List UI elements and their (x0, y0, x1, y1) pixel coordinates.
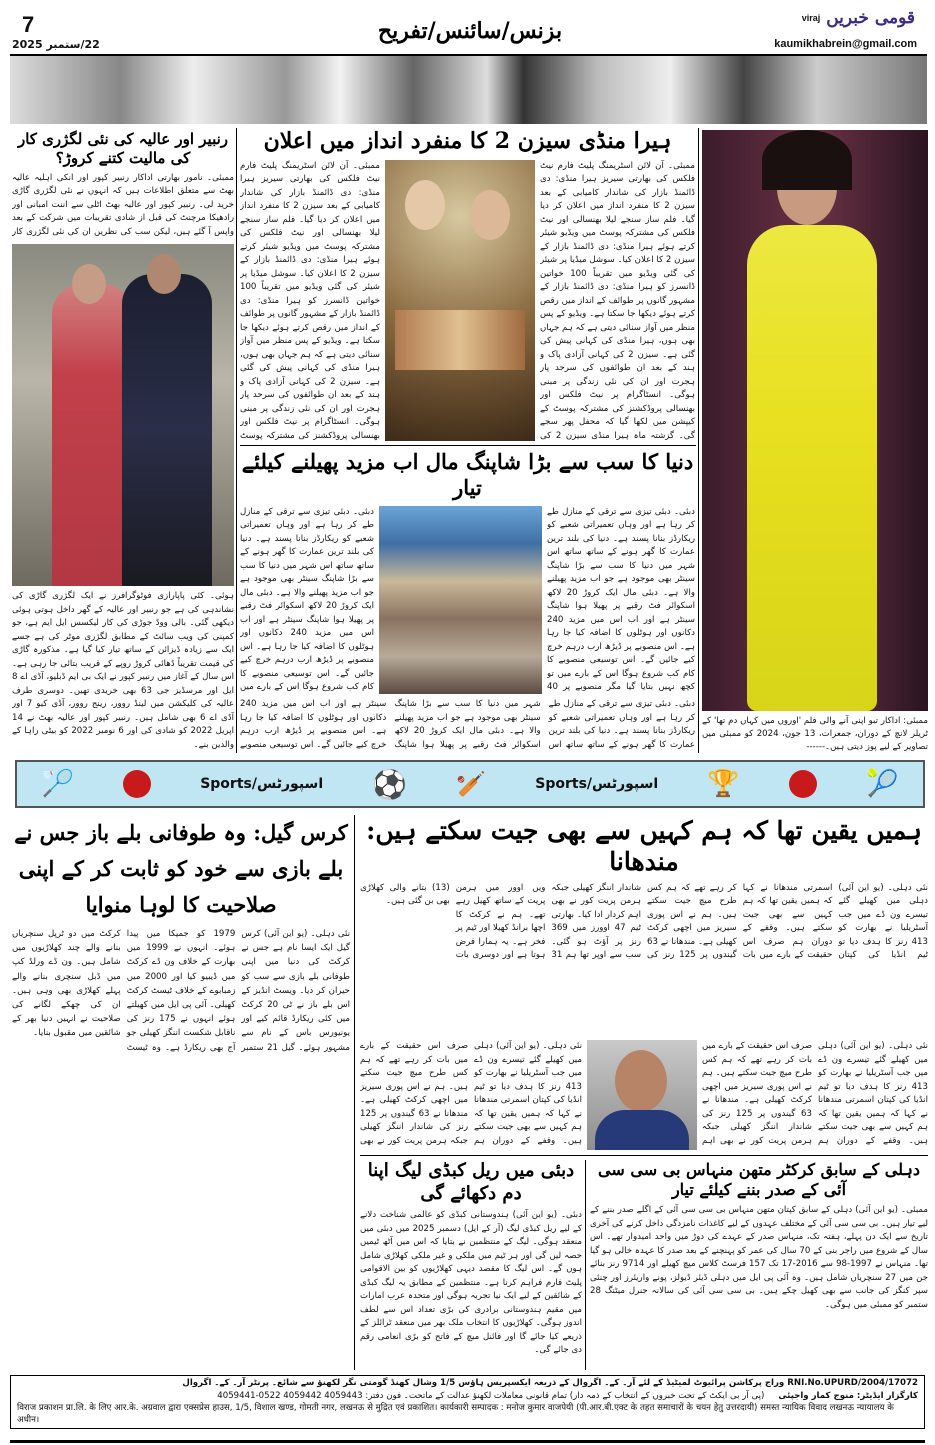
article-kabaddi: دبئی۔ (یو این آئی) ہندوستانی کبڈی کو عالمی شناخت دلانے کے لیے ریل کبڈی لیگ (آر کے ایل) دسمبر 2025 میں دبئی میں منعقد ہوگی۔ لیگ کے منتظمین نے بتایا کہ اس میں آٹھ ٹیمیں حصہ لیں گی اور ہر ٹیم میں ملکی و غیر ملکی کھلاڑی شامل ہوں گے۔ اس لیگ کا مقصد دیہی کھلاڑیوں کو بین الاقوامی پلیٹ فارم فراہم کرنا ہے۔ منتظمین کے مطابق یہ لیگ کبڈی کے شائقین کے لیے ایک نیا تجربہ ہوگی اور متحدہ عرب امارات میں مقیم ہندوستانی برادری کی بڑی تعداد اس سے لطف اندوز ہوگی۔ کھلاڑیوں کا انتخاب ملک بھر میں منعقد ٹرائلز کے ذریعے کیا جائے گا اور فائنل میچ کے فاتح کو بڑی انعامی رقم دی جائے گی۔ (360, 1210, 582, 1355)
article-mandhana-block (360, 815, 928, 1150)
logo-mark-viraj: viraj (801, 13, 821, 23)
article-manhas: ممبئی۔ (یو این آئی) دہلی کے سابق کپتان متھن منہاس بی سی سی آئی کے اگلے صدر بننے کے لیے تیار ہیں۔ بی سی سی آئی کے مختلف عہدوں کے لیے کاغذات نامزدگی داخل کرنے کی آخری تاریخ سے ایک دن پہلے، ہفتہ تک، منہاس صدر کے عہدے کی دوڑ میں واحد امیدوار تھے۔ اس سال کے شروع میں راجر بنی کے 70 سال کی عمر کو پہنچنے کے بعد صدر کا عہدہ خالی ہو گیا تھا۔ منہاس نے 1997-98 سے 2016-17 تک 157 فرسٹ کلاس میچ کھیلے اور 9714 رنز بنائے جن میں 27 سنچریاں شامل ہیں۔ وہ آئی پی ایل میں دہلی ڈیئر ڈیولز، پونے واریئرز اور چنئی سپر کنگز کی جانب سے بھی کھیل چکے ہیں۔ بی سی سی آئی کی سالانہ جنرل میٹنگ 28 ستمبر کو ممبئی میں ہوگی۔ (590, 1205, 928, 1310)
sports-banner (15, 760, 925, 808)
article-kabaddi-block (360, 1160, 582, 1370)
imprint-line-1: RNI.No.UPURD/2004/17072 وراج پرکاشن پرائیوٹ لمیٹیڈ کے لئے آر۔ کے۔ اگروال کے ذریعہ ایکسپریس ہاؤس 1/5 وشال کھنڈ گومتی نگر لکھنؤ سے شائع۔ پرنٹر آر۔ کے۔ اگروال (182, 1378, 918, 1388)
article-mandhana: نئی دہلی۔ (یو این آئی) دہلی میں کھیلے گئے تیسرے ون ڈے میں جب آسٹریلیا نے بھارت کو 413 رنز کا ہدف دیا تو ٹیم انڈیا کی کپتان اسمرتی مندھانا نے کہا کہ ہمیں یقین تھا کہ ہم کہیں سے بھی جیت سکتے ہیں۔ وقفے کے دوران ہم صرف اس حقیقت کے بارے میں بات کر رہے تھے کہ ہم کس طرح میچ جیت سکتے ہیں۔ ہم نے اس پوری سیریز میں اچھی کرکٹ کھیلی ہے۔ مندھانا نے 63 گیندوں پر 125 رنز کی شاندار اننگز کھیلی جبکہ ہرمن پریت کور نے بھی اہم کردار ادا کیا۔ بھارتی ٹیم 47 اوورز میں 369 رنز پر آؤٹ ہو گئی۔ سب سے اوپر تھا ہم 31 ویں اوور میں ہرمن پریت کے ساتھ کھیل رہے تھے۔ ہم نے کرکٹ کا اچھا برانڈ کھیلا اور ٹیم پر فخر ہے۔ یہ ہمارا فرض ہوتا ہے اور دوسری بات (13) بتانے والی کھلاڑی بھی بن گئی ہیں۔ (360, 882, 928, 960)
imprint-note: (پی آر بی ایکٹ کے تحت خبروں کے انتخاب کے ذمہ دار) تمام قانونی معاملات لکھنؤ عدالت کے ماتحت۔ فون دفتر: 4059443 4059442 0522-4059441 (217, 1390, 765, 1401)
article-chris-gayle: نئی دہلی۔ (یو این آئی) کرس گیل ایک ایسا نام ہے جس نے کرکٹ کی دنیا میں اپنی طوفانی بلے بازی سے سب کو حیران کر دیا۔ ویسٹ انڈیز کے اس بلے باز نے ٹی 20 کرکٹ میں کئی ریکارڈ قائم کیے اور یونیورس باس کے نام سے مشہور ہوئے۔ گیل 21 ستمبر 1979 کو جمیکا میں پیدا ہوئے۔ انہوں نے 1999 میں بھارت کے خلاف ون ڈے کرکٹ میں ڈیبیو کیا اور 2000 میں زمبابوے کے خلاف ٹیسٹ کرکٹ کھیلی۔ آئی پی ایل میں کھیلتے ہوئے انہوں نے 175 رنز کی ناقابل شکست اننگز کھیلی جو آج بھی ریکارڈ ہے۔ وہ ٹیسٹ کرکٹ میں دو ٹرپل سنچریاں بنانے والے چند کھلاڑیوں میں شامل ہیں۔ ون ڈے ورلڈ کپ میں ڈبل سنچری بنانے والے پہلے کھلاڑی بھی وہی ہیں۔ ان کی چھکے لگانے کی صلاحیت نے انہیں دنیا بھر کے شائقین میں مقبول بنایا۔ (12, 929, 350, 1053)
batsman-icon: 🏏 (456, 770, 487, 798)
imprint-line-hindi: विराज प्रकाशन प्रा.लि. के लिए आर.के. अग्रवाल द्वारा एक्सप्रेस हाउस, 1/5, विशाल खण्ड, गोमती नगर, लखनऊ से मुद्रित एवं प्रकाशित। कार्यकारी सम्पादक : मनोज कुमार वाजपेयी (पी.आर.बी.एक्ट के तहत समाचारों के चयन हेतु उत्तरदायी) समस्त न्यायिक विवाद लखनऊ न्यायालय के अधीन। (17, 1403, 894, 1425)
article-chris-gayle-block (12, 815, 350, 1370)
column-divider (585, 1160, 586, 1370)
article-mandhana-cont-right: نئی دہلی۔ (یو این آئی) دہلی میں کھیلے گئے تیسرے ون ڈے میں جب آسٹریلیا نے بھارت کو 413 رنز کا ہدف دیا تو ٹیم انڈیا کی کپتان اسمرتی مندھانا نے کہا کہ ہمیں یقین تھا کہ ہم کہیں سے بھی جیت سکتے ہیں۔ وقفے کے دوران ہم صرف اس حقیقت کے بارے میں بات کر رہے تھے کہ ہم کس طرح میچ جیت سکتے ہیں۔ ہم نے اس پوری سیریز میں اچھی کرکٹ کھیلی ہے۔ مندھانا نے 63 گیندوں پر 125 رنز کی شاندار اننگز کھیلی جبکہ ہرمن پریت کور نے بھی اہم (702, 1041, 928, 1146)
article-dubai-mall (240, 449, 695, 752)
cricket-ball-icon (789, 770, 817, 798)
article-mall-bottom: دبئی۔ دبئی تیزی سے ترقی کے منازل طے کر رہا ہے اور وہاں تعمیراتی شعبے کو ریکارڈز بنانا پسند ہے۔ دنیا کی بلند ترین عمارت کا گھر ہونے کے ساتھ ساتھ اس شہر میں دنیا کا سب سے بڑا شاپنگ سینٹر بھی موجود ہے جو اب مزید پھیلنے والا ہے۔ دبئی مال ایک کروڑ 20 لاکھ اسکوائر فٹ رقبے پر پھیلا ہوا شاپنگ سینٹر ہے اور اب اس میں مزید 240 دکانوں اور ہوٹلوں کا اضافہ کیا جا رہا ہے۔ اس منصوبے پر ڈیڑھ ارب درہم خرچ کیے جائیں گے۔ اس توسیعی منصوبے (240, 699, 695, 750)
page-number: 7 (22, 12, 35, 37)
photo-heeramandi-poster (385, 160, 535, 442)
divider (360, 1155, 928, 1156)
tennis-rackets-icon: 🎾 (865, 769, 899, 799)
section-title: بزنس/سائنس/تفریح (377, 18, 563, 44)
column-divider (698, 128, 699, 753)
football-icon: ⚽ (372, 767, 408, 801)
email: kaumikhabrein@gmail.com (774, 38, 917, 50)
article-heeramandi (240, 128, 695, 441)
article-mall-right: دبئی۔ دبئی تیزی سے ترقی کے منازل طے کر رہا ہے اور وہاں تعمیراتی شعبے کو ریکارڈز بنانا پسند ہے۔ دنیا کی بلند ترین عمارت کا گھر ہونے کے ساتھ ساتھ اس شہر میں دنیا کا سب سے بڑا شاپنگ سینٹر بھی موجود ہے جو اب مزید پھیلنے والا ہے۔ دبئی مال ایک کروڑ 20 لاکھ اسکوائر فٹ رقبے پر پھیلا ہوا شاپنگ سینٹر ہے اور اب اس میں مزید 240 دکانوں اور ہوٹلوں کا اضافہ کیا جا رہا ہے۔ اس منصوبے پر ڈیڑھ ارب درہم خرچ کیے جائیں گے۔ اس توسیعی منصوبے کا کام کب شروع ہوگا اس کے بارے میں تو کچھ نہیں بتایا گیا مگر منصوبے پر 40 (547, 506, 695, 692)
headline-kabaddi: دبئی میں ریل کبڈی لیگ اپنا دم دکھائے گی (367, 1160, 575, 1204)
column-divider (236, 128, 237, 753)
column-divider (354, 815, 355, 1370)
photo-actress-tabu (702, 130, 928, 711)
article-ranbir-top: ممبئی۔ نامور بھارتی اداکار رنبیر کپور اور انکی اہلیہ عالیہ بھٹ سے متعلق اطلاعات ہیں کہ انہوں نے نئی لگژری گاڑی خرید لی۔ رنبیر کپور اور عالیہ بھٹ اٹلی سے اننت امبانی اور رادھیکا مرچنٹ کی قبل از شادی تقریبات میں شرکت کے بعد واپس آ گئے ہیں، لیکن سب کی نظریں ان کی نئی لگژری کار (12, 172, 234, 237)
article-manhas-block (590, 1160, 928, 1370)
shuttlecock-icon: 🏸 (41, 769, 74, 799)
trophy-icon: 🏆 (707, 769, 740, 799)
photo-dubai-mall (379, 506, 542, 695)
article-heeramandi-left: ممبئی۔ آن لائن اسٹریمنگ پلیٹ فارم نیٹ فلکس کی بھارتی سیریز ہیرا منڈی: دی ڈائمنڈ بازار کی شاندار کامیابی کے بعد سیزن 2 کا منفرد انداز میں اعلان کر دیا گیا۔ فلم ساز سنجے لیلا بھنسالی اور نیٹ فلکس کی مشترکہ پوسٹ میں ویڈیو شیئر کرتے ہوئے ہیرا منڈی: دی ڈائمنڈ بازار کے سیزن 2 کا اعلان کیا۔ سوشل میڈیا پر شیئر کی گئی ویڈیو میں تقریباً 100 خواتین ڈانسرز کو ہیرا منڈی: دی ڈائمنڈ بازار کے مشہور گانوں پر طوائف کے انداز میں رقص کرتے ہوئے دیکھا جا سکتا ہے۔ ویڈیو کے پس منظر میں آواز سنائی دیتی ہے کہ ہم جہاں بھی ہوں، ہیرا منڈی کی کہانی پیش کی گئی ہے۔ سیزن 2 کی کہانی آزادی پاک و ہند کے بعد ان طوائفوں کی سرحد پار ہجرت اور ان کی نئی زندگی پر مبنی ہوگی۔ انسٹاگرام پر نیٹ فلکس اور بھنسالی پروڈکشنز کی مشترکہ پوسٹ (240, 160, 380, 441)
masthead-logo (802, 8, 915, 28)
caption-tabu: ممبئی: اداکار تبو اپنی آنے والی فلم 'اوروں میں کہاں دم تھا' کے ٹریلر لانچ کے دوران، جمعرات، 13 جون، 2024 کو ممبئی میں تصاویر کے لیے پوز دیتی ہیں۔------ (702, 716, 928, 752)
issue-date: 22/ستمبر 2025 (12, 38, 100, 51)
acting-editor: کارگزار ایڈیٹر: منوج کمار واجپئی (778, 1390, 918, 1401)
logo-title: قومی خبریں (826, 8, 915, 28)
sports-label: Sports/اسپورٹس (535, 776, 659, 792)
headline-manhas: دہلی کے سابق کرکٹر متھن منہاس بی سی سی آئی کے صدر بننے کیلئے تیار (598, 1160, 920, 1199)
article-heeramandi-right: ممبئی۔ آن لائن اسٹریمنگ پلیٹ فارم نیٹ فلکس کی بھارتی سیریز ہیرا منڈی: دی ڈائمنڈ بازار کی شاندار کامیابی کے بعد سیزن 2 کا منفرد انداز میں اعلان کر دیا گیا۔ فلم ساز سنجے لیلا بھنسالی اور نیٹ فلکس کی مشترکہ پوسٹ میں ویڈیو شیئر کرتے ہوئے ہیرا منڈی: دی ڈائمنڈ بازار کے سیزن 2 کا اعلان کیا۔ سوشل میڈیا پر شیئر کی گئی ویڈیو میں تقریباً 100 خواتین ڈانسرز کو ہیرا منڈی: دی ڈائمنڈ بازار کے مشہور گانوں پر طوائف کے انداز میں رقص کرتے ہوئے دیکھا جا سکتا ہے۔ ویڈیو کے پس منظر میں آواز سنائی دیتی ہے کہ ہم جہاں بھی ہوں، ہیرا منڈی کی کہانی پیش کی گئی ہے۔ سیزن 2 کی کہانی آزادی پاک و ہند کے بعد ان طوائفوں کی سرحد پار ہجرت اور ان کی نئی زندگی پر مبنی ہوگی۔ انسٹاگرام پر نیٹ فلکس اور بھنسالی پروڈکشنز کی مشترکہ پوسٹ کے کیپشن میں لکھا گیا کہ محفل پھر سجے گی۔ گزشتہ ماہ ہیرا منڈی سیزن 2 کی (540, 160, 695, 441)
section-banner-images (10, 56, 927, 124)
article-mall-left: دبئی۔ دبئی تیزی سے ترقی کے منازل طے کر رہا ہے اور وہاں تعمیراتی شعبے کو ریکارڈز بنانا پسند ہے۔ دنیا کی بلند ترین عمارت کا گھر ہونے کے ساتھ ساتھ اس شہر میں دنیا کا سب سے بڑا شاپنگ سینٹر بھی موجود ہے جو اب مزید پھیلنے والا ہے۔ دبئی مال ایک کروڑ 20 لاکھ اسکوائر فٹ رقبے پر پھیلا ہوا شاپنگ سینٹر ہے اور اب اس میں مزید 240 دکانوں اور ہوٹلوں کا اضافہ کیا جا رہا ہے۔ اس منصوبے پر ڈیڑھ ارب درہم خرچ کیے جائیں گے۔ اس توسیعی منصوبے کا کام کب شروع ہوگا اس کے بارے میں (240, 506, 374, 692)
divider (240, 445, 696, 446)
footer-rule (10, 1440, 925, 1443)
headline-heeramandi: ہیرا منڈی سیزن 2 کا منفرد انداز میں اعلان (263, 128, 672, 154)
photo-ranbir-alia (12, 244, 234, 587)
article-mandhana-cont-left: نئی دہلی۔ (یو این آئی) دہلی میں کھیلے گئے تیسرے ون ڈے میں جب آسٹریلیا نے بھارت کو 413 رنز کا ہدف دیا تو ٹیم انڈیا کی کپتان اسمرتی مندھانا نے کہا کہ ہمیں یقین تھا کہ ہم کہیں سے بھی جیت سکتے ہیں۔ وقفے کے دوران ہم صرف اس حقیقت کے بارے میں بات کر رہے تھے کہ ہم کس طرح میچ جیت سکتے ہیں۔ ہم نے اس پوری سیریز میں اچھی کرکٹ کھیلی ہے۔ مندھانا نے 63 گیندوں پر 125 رنز کی شاندار اننگز کھیلی جبکہ ہرمن پریت کور نے بھی (360, 1041, 582, 1146)
headline-dubai-mall: دنیا کا سب سے بڑا شاپنگ مال اب مزید پھیلنے کیلئے تیار (241, 449, 694, 501)
article-ranbir-bottom: ہوئی۔ کئی پاپارازی فوٹوگرافرز نے ایک لگژری گاڑی کی نشاندہی کی ہے جو رنبیر اور عالیہ کے گھر داخل ہوتی ہوئی دیکھی گئی۔ بالی ووڈ جوڑی کی کار لیکسس ایل ایم ہے، جو کمپنی کی ویب سائٹ کے مطابق لگژری موٹر کی ہے جسے ایک سے زیادہ ڈیزائن کے ساتھ تیار کیا گیا ہے۔ مذکورہ گاڑی کی قیمت تقریباً ڈھائی کروڑ روپے کے قریب بتائی جا رہی ہے۔ اس سال کے آغاز میں رنبیر کپور نے ایک بی ایم ڈبلیو، آڈی اے 8 ایل اور مرسڈیز جی 63 بھی خریدی تھیں۔ دوسری طرف عالیہ کی کلیکشن میں لینڈ روور، رینج روور، آڈی کیو 7 اور آڈی اے 6 بھی شامل ہیں۔ رنبیر کپور اور عالیہ بھٹ نے 14 اپریل 2022 کو شادی کی اور 6 نومبر 2022 کو بیٹی راہا کے والدین بنے۔ (12, 591, 234, 750)
tabu-photo-block (702, 130, 928, 754)
headline-chris-gayle: کرس گیل: وہ طوفانی بلے باز جس نے بلے بازی سے خود کو ثابت کر کے اپنی صلاحیت کا لوہا منوایا (14, 820, 348, 917)
headline-ranbir-alia-car: رنبیر اور عالیہ کی نئی لگژری کار کی مالیت کتنے کروڑ؟ (17, 130, 229, 167)
headline-mandhana: ہمیں یقین تھا کہ ہم کہیں سے بھی جیت سکتے ہیں: مندھانا (366, 816, 922, 877)
imprint-box (10, 1375, 925, 1429)
article-ranbir (12, 130, 234, 752)
photo-smriti-mandhana (587, 1040, 697, 1150)
cricket-ball-icon (123, 770, 151, 798)
sports-label: Sports/اسپورٹس (200, 776, 324, 792)
